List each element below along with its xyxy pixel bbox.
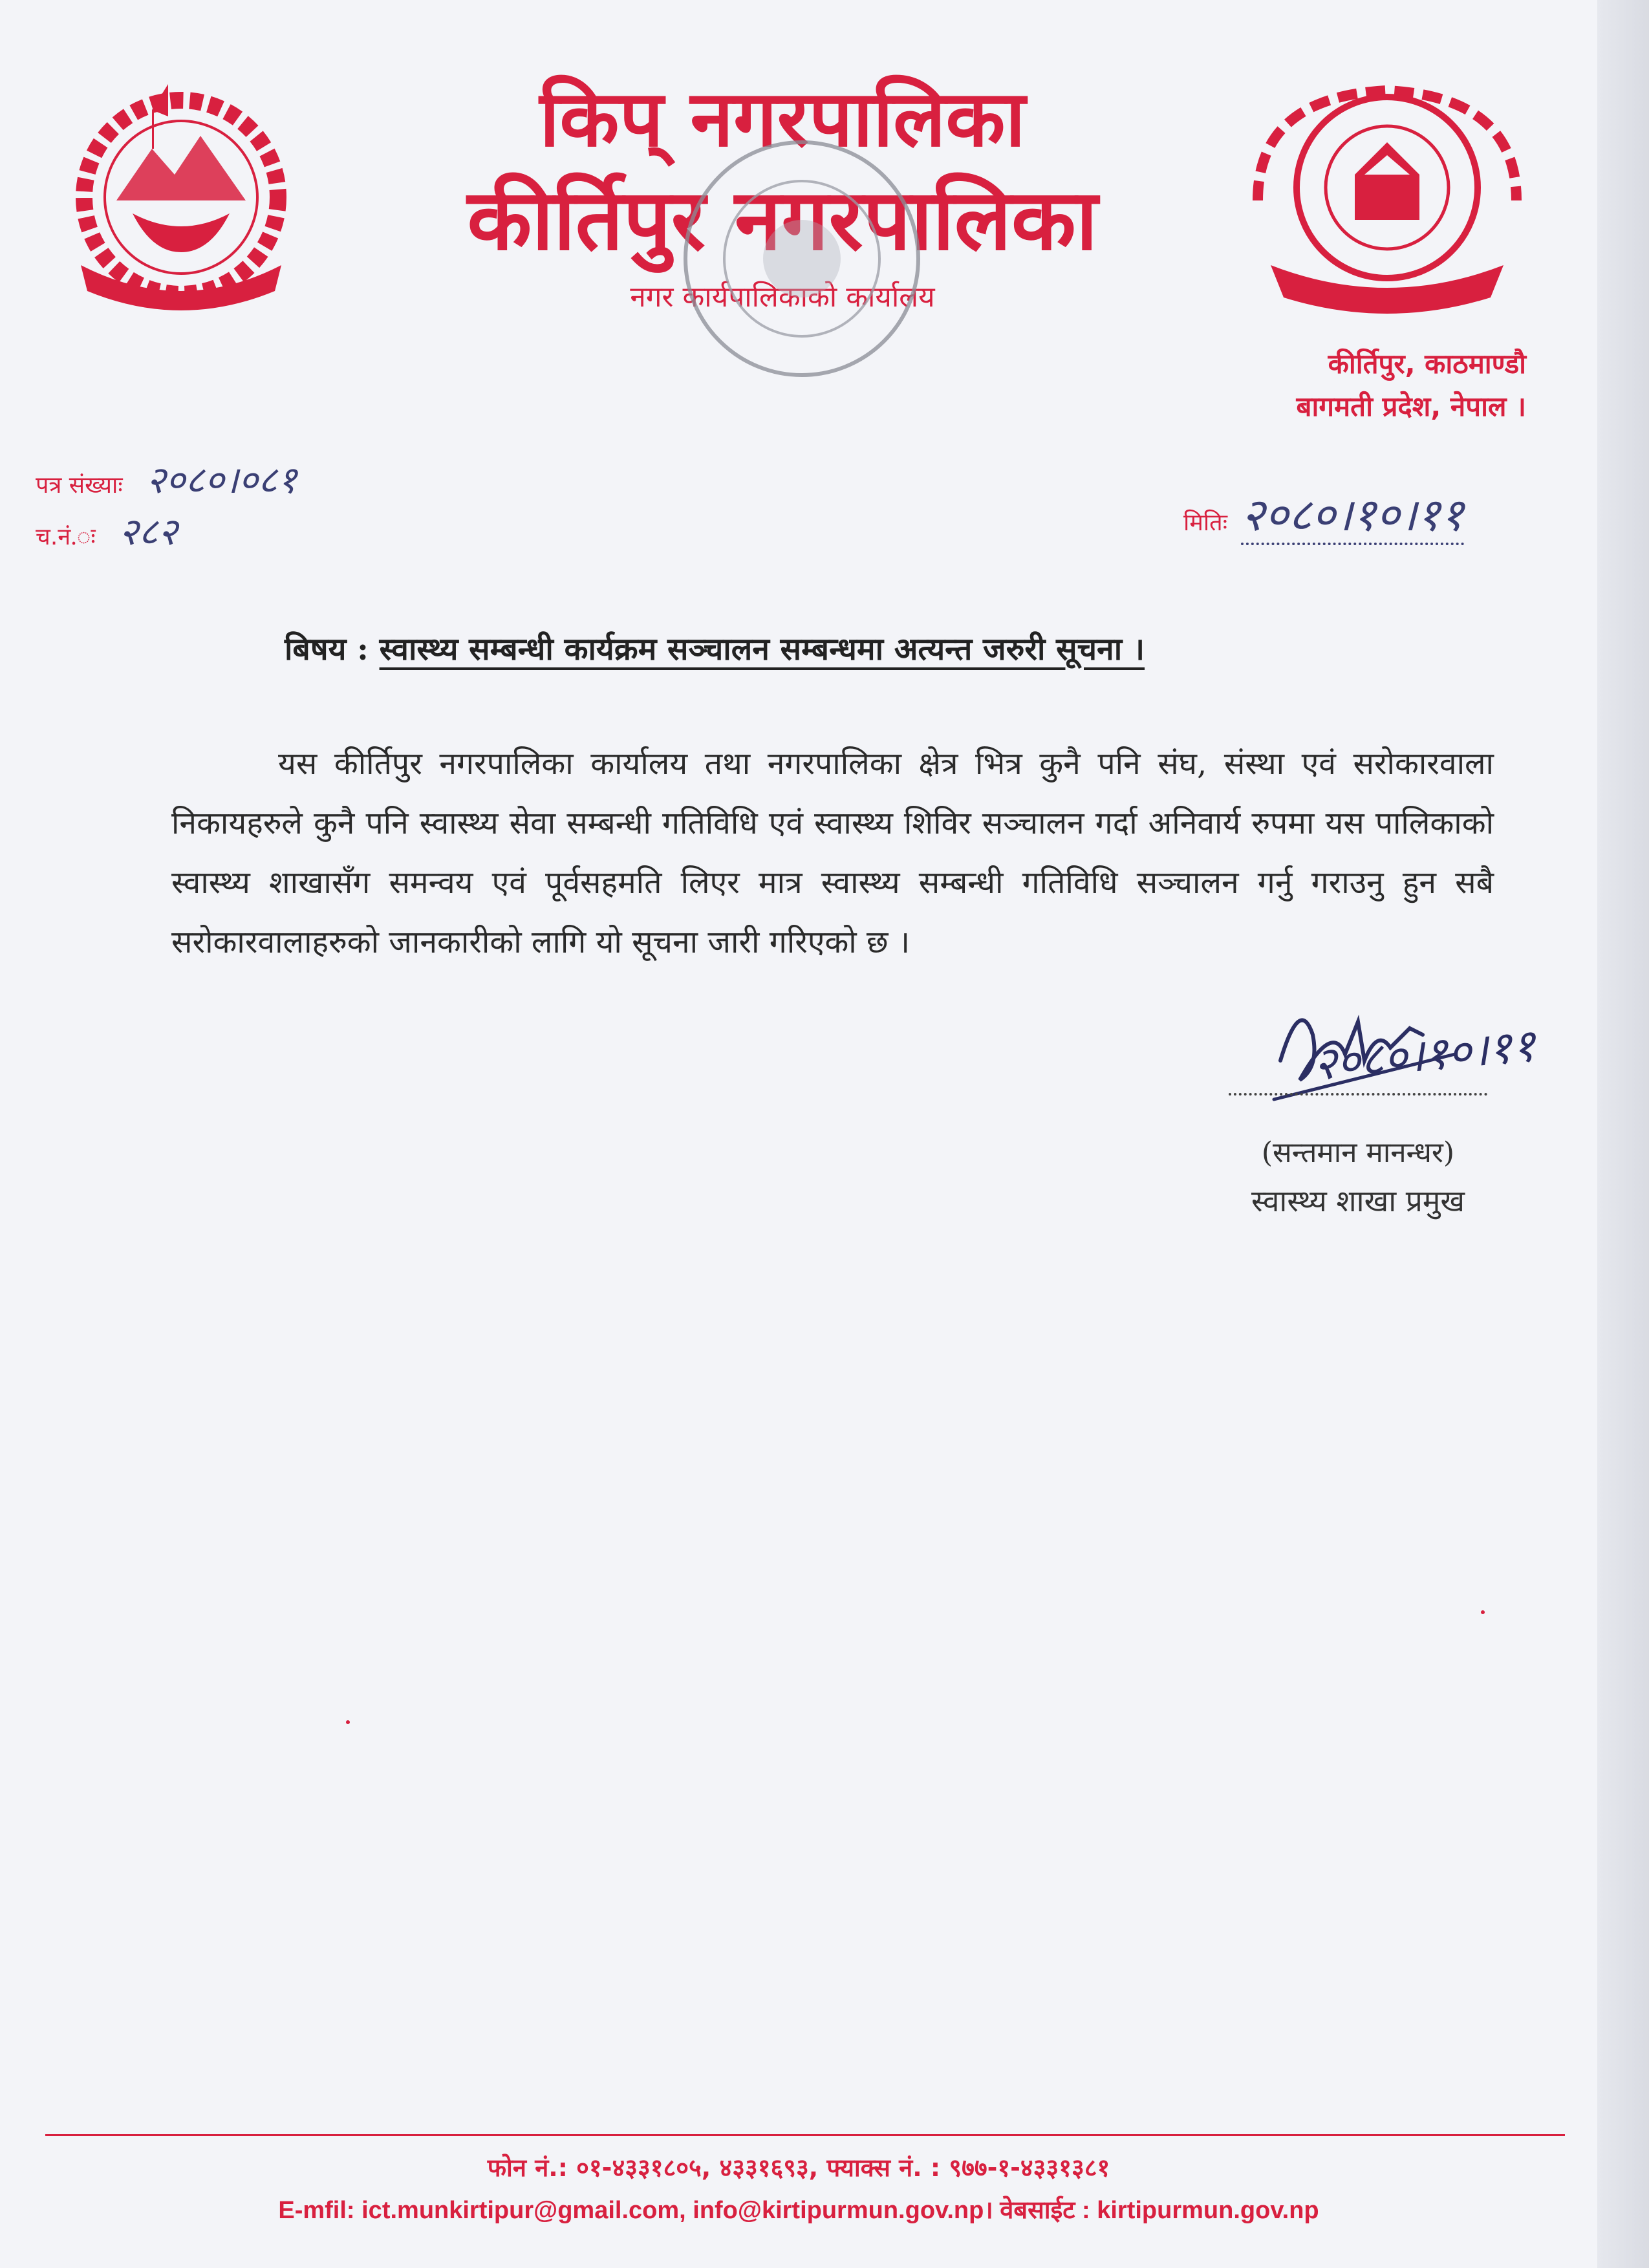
signature-date: २०८०।१०।११ — [1311, 1019, 1538, 1091]
signatory-title: स्वास्थ्य शाखा प्रमुख — [1251, 1183, 1465, 1218]
address-line-2: बागमती प्रदेश, नेपाल । — [1296, 391, 1526, 422]
office-subtitle: नगर कार्यपालिकाको कार्यालय — [630, 281, 935, 314]
footer-contact-phone: फोन नं.: ०१-४३३१८०५, ४३३१६९३, फ्याक्स नं. : ९७७-१-४३३१३८१ — [487, 2154, 1110, 2182]
office-address — [1242, 343, 1526, 428]
letter-subject — [285, 627, 1384, 669]
address-line-1: कीर्तिपुर, काठमाण्डौ — [1328, 348, 1526, 380]
office-seal-stamp-icon — [673, 129, 931, 388]
signatory-name: (सन्तमान मानन्धर) — [1261, 1136, 1455, 1169]
signature-line — [1229, 1093, 1487, 1096]
municipality-name: कीर्तिपुर नगरपालिका — [467, 171, 1098, 269]
ink-speck — [1481, 1610, 1485, 1614]
dispatch-label: च.नं.ः — [36, 524, 96, 550]
dispatch-number — [36, 504, 178, 556]
reference-number — [36, 453, 297, 504]
footer-divider — [45, 2134, 1565, 2136]
reference-label: पत्र संख्याः — [36, 472, 123, 499]
footer-contact-email: E-mfil: ict.munkirtipur@gmail.com, info@kirtipurmun.gov.np। वेबसाईट : kirtipurmun.gov.np — [278, 2197, 1319, 2224]
letter-body: यस कीर्तिपुर नगरपालिका कार्यालय तथा नगरपालिका क्षेत्र भित्र कुनै पनि संघ, संस्था एवं सरोकारवाला निकायहरुले कुनै पनि स्वास्थ्य सेवा सम्बन्धी गतिविधि एवं स्वास्थ्य शिविर सञ्चालन गर्दा अनिवार्य रुपमा यस पालिकाको स्वास्थ्य शाखासँग समन्वय एवं पूर्वसहमति लिएर मात्र स्वास्थ्य सम्बन्धी गतिविधि सञ्चालन गर्नु गराउनु हुन सबै सरोकारवालाहरुको जानकारीको लागि यो सूचना जारी गरिएको छ । — [171, 746, 1494, 960]
date-label: मितिः — [1183, 510, 1227, 536]
subject-text: स्वास्थ्य सम्बन्धी कार्यक्रम सञ्चालन सम्बन्धमा अत्यन्त जरुरी सूचना । — [379, 631, 1145, 667]
nepal-emblem-icon — [55, 71, 307, 317]
subject-prefix: बिषय : — [285, 631, 380, 667]
page-edge — [1597, 0, 1649, 2268]
ink-speck — [346, 1720, 350, 1724]
letter-date — [1183, 482, 1464, 544]
date-value: २०८०।१०।११ — [1241, 488, 1463, 545]
dispatch-value: २८२ — [119, 510, 178, 554]
title-script: किप् नगरपालिका — [539, 74, 1026, 164]
reference-value: २०८०।०८१ — [146, 458, 297, 502]
municipality-logo-icon — [1232, 71, 1542, 330]
